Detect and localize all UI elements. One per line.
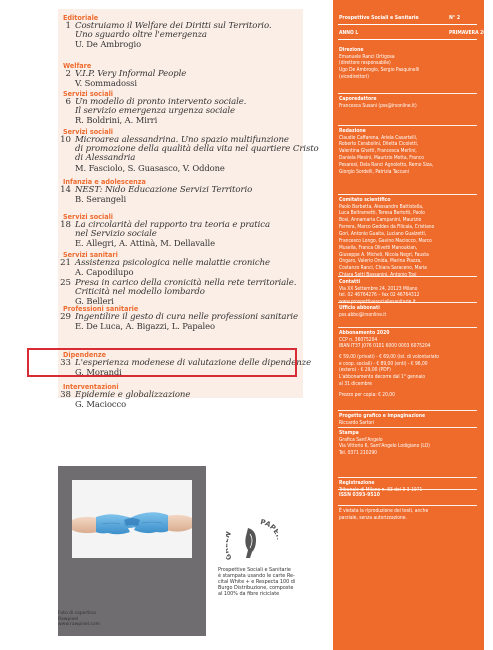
colophon-line: Claudio Caffarena, Ariela Casartelli, xyxy=(339,134,418,141)
colophon-line: pss.abbo@irsonline.it xyxy=(339,311,387,318)
toc-article-title: Uno sguardo oltre l'emergenza xyxy=(75,30,207,41)
toc-category: Editoriale xyxy=(63,13,99,22)
colophon-rule xyxy=(338,125,477,126)
colophon-line: Giuseppe A. Micheli, Nicola Negri, Fausta xyxy=(339,251,429,258)
colophon-block xyxy=(339,430,479,457)
colophon-line: parziale, senza autorizzazione. xyxy=(339,514,407,521)
colophon-block xyxy=(339,413,479,426)
colophon-line: L'abbonamento decorre dal 1° gennaio xyxy=(339,374,426,381)
print-notice-line: Prospettive Sociali e Sanitarie xyxy=(218,567,291,573)
caption-line: Rawpixel xyxy=(58,616,79,622)
colophon-line: al 31 dicembre xyxy=(339,381,372,388)
toc-article-title: Un modello di pronto intervento sociale. xyxy=(75,97,247,107)
toc-section xyxy=(60,382,298,410)
print-notice-line: al 100% da fibre riciclate xyxy=(218,591,280,598)
magazine-name: Prospettive Sociali e Sanitarie xyxy=(339,15,419,21)
colophon-line: Ongaro, Valerio Onida, Marina Piazza, xyxy=(339,258,422,265)
toc-page-number: 1 xyxy=(65,21,71,31)
toc-authors: G. Maciocco xyxy=(75,399,127,410)
colophon-line: Ferrera, Marco Geddes da Filicaia, Cristiano xyxy=(339,224,435,231)
header-rule xyxy=(338,39,477,40)
colophon-line: Emanuele Ranci Ortigosa xyxy=(339,53,395,60)
toc-entry[interactable] xyxy=(60,312,298,332)
toc-article-title: Microarea alessandrina. Uno spazio multifunzione xyxy=(75,135,289,145)
colophon-rule xyxy=(338,489,477,490)
print-notice xyxy=(218,567,321,597)
toc-page-number: 38 xyxy=(60,390,71,400)
issue-number: N° 2 xyxy=(449,15,461,21)
toc-authors: E. Allegri, A. Attinà, M. Dellavalle xyxy=(75,238,215,249)
svg-text:PAPER xyxy=(260,518,278,541)
colophon-block xyxy=(339,47,479,81)
colophon-line: www.prospettivesocialiesanitarie.it xyxy=(339,299,416,306)
toc-category: Dipendenze xyxy=(63,350,106,359)
cover-photo-caption xyxy=(58,611,100,628)
colophon-line: (vicedirettori) xyxy=(339,74,369,81)
toc-category: Servizi sociali xyxy=(63,89,114,98)
colophon-line: Via Vittorio 6, Sant'Angelo Lodigiano (LO) xyxy=(339,443,430,450)
toc-page-number: 25 xyxy=(60,277,71,288)
caption-line: Foto di copertina xyxy=(58,611,96,616)
toc-authors: R. Boldrini, A. Mirri xyxy=(75,115,158,126)
toc-section xyxy=(63,89,298,126)
highlight-box xyxy=(27,348,312,377)
colophon-rule xyxy=(338,427,477,428)
colophon-line: Via XX Settembre 24, 20123 Milano xyxy=(339,285,418,292)
toc-entry[interactable] xyxy=(60,277,298,307)
colophon-line: Bosi, Annamaria Campanini, Maurizio xyxy=(339,217,422,224)
toc-article-title: Epidemie e globalizzazione xyxy=(75,390,191,400)
toc-authors: A. Capodilupo xyxy=(75,267,134,278)
colophon-rule xyxy=(338,302,477,303)
toc-article-title: nel Servizio sociale xyxy=(75,229,157,240)
toc-page-number: 18 xyxy=(60,220,71,230)
colophon-line: Riccardo Sartori xyxy=(339,419,375,426)
colophon-line: Paolo Barbetta, Alessandro Battistella, xyxy=(339,203,424,210)
toc-authors: M. Fasciolo, S. Guasasco, V. Oddone xyxy=(75,162,225,173)
colophon-heading: Comitato scientifico xyxy=(339,197,391,203)
toc-entry[interactable] xyxy=(60,258,298,278)
issue-date: PRIMAVERA 2020 xyxy=(449,30,493,36)
toc-section xyxy=(63,61,298,88)
colophon-line: Tribunale di Milano n. 83 del 3-3-1971 xyxy=(339,486,423,493)
colophon-line: Francesco Longo, Gavino Maciocco, Marco xyxy=(339,237,432,244)
header-rule xyxy=(338,24,477,25)
green-paper-logo-icon xyxy=(226,518,278,564)
toc-entry[interactable] xyxy=(60,220,298,249)
caption-line: www.rawpixel.com xyxy=(58,622,101,628)
colophon-block xyxy=(339,96,479,109)
colophon-line: Giorgio Sordelli, Patrizia Taccani xyxy=(339,168,409,175)
print-notice-line: Burgo Distribuzione, composte xyxy=(218,585,294,592)
toc-entry[interactable] xyxy=(60,185,298,205)
colophon-rule xyxy=(338,505,477,506)
colophon-heading: Contatti xyxy=(339,279,361,285)
colophon-line: Pesaresi, Dela Ranci Agnoletto, Remo Siza, xyxy=(339,161,434,168)
toc-section xyxy=(60,250,298,306)
toc-section xyxy=(60,127,319,173)
colophon-line: Musella, Franca Olivetti Manoukian, xyxy=(339,244,418,251)
svg-text:GREEN xyxy=(226,530,234,561)
colophon-block xyxy=(339,508,479,522)
toc-page-number: 33 xyxy=(60,358,71,368)
colophon-rule xyxy=(338,410,477,411)
toc-article-title: Criticità nel modello lombardo xyxy=(75,286,205,297)
green-paper-text-top xyxy=(226,530,234,561)
colophon-rule xyxy=(338,93,477,94)
toc-entry[interactable] xyxy=(60,135,319,173)
colophon-line: Prezzo per copia: € 20,00 xyxy=(339,391,395,398)
colophon-line: Tel. 0371 210290 xyxy=(339,450,377,457)
colophon-line: € 59,00 (privati) - € 69,00 (ist. di volontariato xyxy=(339,353,439,360)
toc-page-number: 2 xyxy=(65,69,71,79)
toc-article-title: di Alessandria xyxy=(75,153,136,164)
toc-article-title: NEST: Nido Educazione Servizi Territorio xyxy=(75,185,253,195)
colophon-line: Costanzo Ranci, Chiara Saraceno, Maria xyxy=(339,265,427,272)
colophon-heading: Direzione xyxy=(339,47,364,53)
toc-article-title: Costruiamo il Welfare dei Diritti sul Territorio. xyxy=(75,21,272,31)
toc-section xyxy=(60,212,298,249)
handshake-photo xyxy=(72,480,192,558)
toc-authors: B. Serangeli xyxy=(75,194,127,205)
colophon-line: Francesca Susani (pss@irsonline.it) xyxy=(339,102,417,109)
colophon-rule xyxy=(338,194,477,195)
colophon-heading: ISSN 0393-9510 xyxy=(339,492,380,498)
toc-page-number: 6 xyxy=(65,97,71,107)
toc-category: Servizi sociali xyxy=(63,127,114,136)
toc-category: Interventazioni xyxy=(63,382,119,391)
colophon-line: CCP n. 36075204 xyxy=(339,336,378,343)
colophon-line: tel. 02 46764276 – fax 02 46764312 xyxy=(339,292,420,299)
colophon-line: (estero) - € 29,00 (PDF) xyxy=(339,367,391,374)
green-paper-logo xyxy=(226,518,278,564)
colophon-rule xyxy=(338,276,477,277)
toc-category: Infanzia e adolescenza xyxy=(63,177,146,186)
gloved-hands-icon xyxy=(72,480,192,558)
colophon-line: (direttore responsabile) xyxy=(339,60,391,67)
colophon-rule xyxy=(338,477,477,478)
toc-section xyxy=(60,177,298,205)
colophon-line: Luca Beltrametti, Teresa Bertotti, Paolo xyxy=(339,210,425,217)
magazine-year: ANNO L xyxy=(339,30,359,36)
toc-article-title: L'esperienza modenese di valutazione delle dipendenze xyxy=(75,358,312,368)
toc-page-number: 14 xyxy=(60,185,71,195)
colophon-heading: Progetto grafico e impaginazione xyxy=(339,413,426,419)
toc-entry[interactable] xyxy=(63,22,298,50)
toc-entry[interactable] xyxy=(63,70,298,88)
toc-article-title: Ingentilire il gesto di cura nelle professioni sanitarie xyxy=(75,312,298,322)
colophon-heading: Abbonamento 2020 xyxy=(339,330,390,336)
toc-category: Servizi sanitari xyxy=(63,250,118,259)
colophon-block xyxy=(339,492,479,499)
colophon-heading: Redazione xyxy=(339,128,366,134)
toc-category: Servizi sociali xyxy=(63,212,114,221)
toc-article-title: Presa in carico della cronicità nella rete territoriale. xyxy=(75,277,297,288)
green-paper-text-bottom: PAP xyxy=(259,518,278,533)
toc-category: Welfare xyxy=(63,61,92,70)
colophon-heading: Ufficio abbonati xyxy=(339,305,380,311)
toc-authors: E. De Luca, A. Bigazzi, L. Papaleo xyxy=(75,321,215,332)
colophon-block xyxy=(339,330,479,398)
colophon-line: Gori, Antonio Guaita, Luciano Gualzetti, xyxy=(339,230,427,237)
colophon-block xyxy=(339,128,479,176)
toc-article-title: Assistenza psicologica nelle malattie croniche xyxy=(75,258,270,268)
toc-authors: G. Belleri xyxy=(75,296,114,306)
colophon-heading: Stampa xyxy=(339,430,359,436)
toc-page-number: 21 xyxy=(60,258,71,268)
colophon-heading: Caporedattore xyxy=(339,96,377,102)
colophon-line: Ugo De Ambrogio, Sergio Pasquinelli xyxy=(339,67,420,74)
colophon-rule xyxy=(338,327,477,328)
colophon-line: IBAN IT37 J076 0101 6000 0003 6075204 xyxy=(339,343,431,350)
colophon-heading: Registrazione xyxy=(339,480,375,486)
toc-category: Professioni sanitarie xyxy=(63,304,139,313)
colophon-line: Valentina Ghetti, Francesca Merlini, xyxy=(339,148,417,155)
toc-article-title: di promozione della qualità della vita nel quartiere Cristo xyxy=(75,144,319,155)
colophon-line: e coop. sociali) - € 89,00 (enti) - € 96,00 xyxy=(339,360,428,367)
colophon-line: È vietata la riproduzione dei testi, anche xyxy=(339,508,429,514)
print-notice-line: è stampata usando le carte Re- xyxy=(218,573,295,580)
toc-page-number: 29 xyxy=(60,312,71,322)
colophon-line: Roberto Cerabolini, Diletta Cicoletti, xyxy=(339,141,419,148)
toc-page-number: 10 xyxy=(60,135,71,145)
toc-article-title: Il servizio emergenza urgenza sociale xyxy=(75,106,236,117)
print-notice-line: cital White + e Respecta 100 di xyxy=(218,579,296,586)
colophon-block xyxy=(339,197,479,279)
colophon-line: Daniela Mesini, Maurizio Motta, Franco xyxy=(339,155,424,162)
toc-entry[interactable] xyxy=(63,98,298,126)
toc-entry[interactable] xyxy=(60,390,298,410)
toc-section xyxy=(60,304,298,332)
colophon-line: Chiara Setti Bassanini, Antonio Tosi xyxy=(339,272,417,279)
toc-article-title: V.I.P. Very Informal People xyxy=(75,69,187,79)
toc-section xyxy=(63,13,298,50)
toc-authors: G. Morandi xyxy=(75,367,122,378)
colophon-block xyxy=(339,305,479,318)
toc-authors: V. Sommadossi xyxy=(75,78,137,89)
toc-article-title: La circolarità del rapporto tra teoria e pratica xyxy=(75,220,270,230)
colophon-line: Grafica Sant'Angelo xyxy=(339,436,383,443)
toc-authors: U. De Ambrogio xyxy=(75,39,142,50)
